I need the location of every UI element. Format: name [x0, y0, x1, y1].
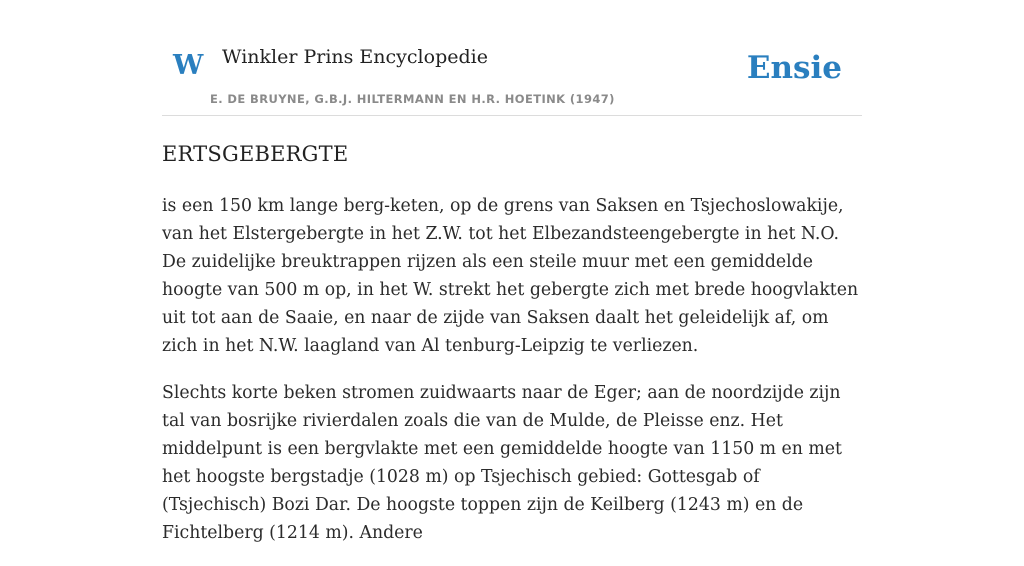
winkler-prins-logo-icon[interactable]: W — [173, 50, 204, 81]
entry-paragraph: is een 150 km lange berg-keten, op de grens van Saksen en Tsjechoslowakije, van het Elstergebergte in het Z.W. tot het Elbezandsteengebergte in het N.O. De zuidelijke breuktrappen rijzen als een steile muur met een gemiddelde hoogte van 500 m op, in het W. strekt het gebergte zich met brede hoogvlakten uit tot aan de Saaie, en naar de zijde van Saksen daalt het geleidelijk af, om zich in het N.W. laagland van Al tenburg-Leipzig te verliezen. — [162, 196, 859, 356]
source-title[interactable]: Winkler Prins Encyclopedie — [222, 46, 488, 68]
entry-paragraph: Slechts korte beken stromen zuidwaarts naar de Eger; aan de noordzijde zijn tal van bosrijke rivierdalen zoals die van de Mulde, de Pleisse enz. Het middelpunt is een bergvlakte met een gemiddelde hoogte van 1150 m en met het hoogste bergstadje (1028 m) op Tsjechisch gebied: Gottesgab of (Tsjechisch) Bozi Dar. De hoogste toppen zijn de Keilberg (1243 m) en de Fichtelberg (1214 m). Andere — [162, 383, 842, 543]
ensie-brand-link[interactable]: Ensie — [746, 50, 842, 86]
source-header — [162, 40, 862, 116]
source-authors: E. DE BRUYNE, G.B.J. HILTERMANN EN H.R. HOETINK (1947) — [210, 92, 615, 106]
entry-title: ERTSGEBERGTE — [162, 142, 349, 166]
entry-body — [162, 192, 862, 566]
